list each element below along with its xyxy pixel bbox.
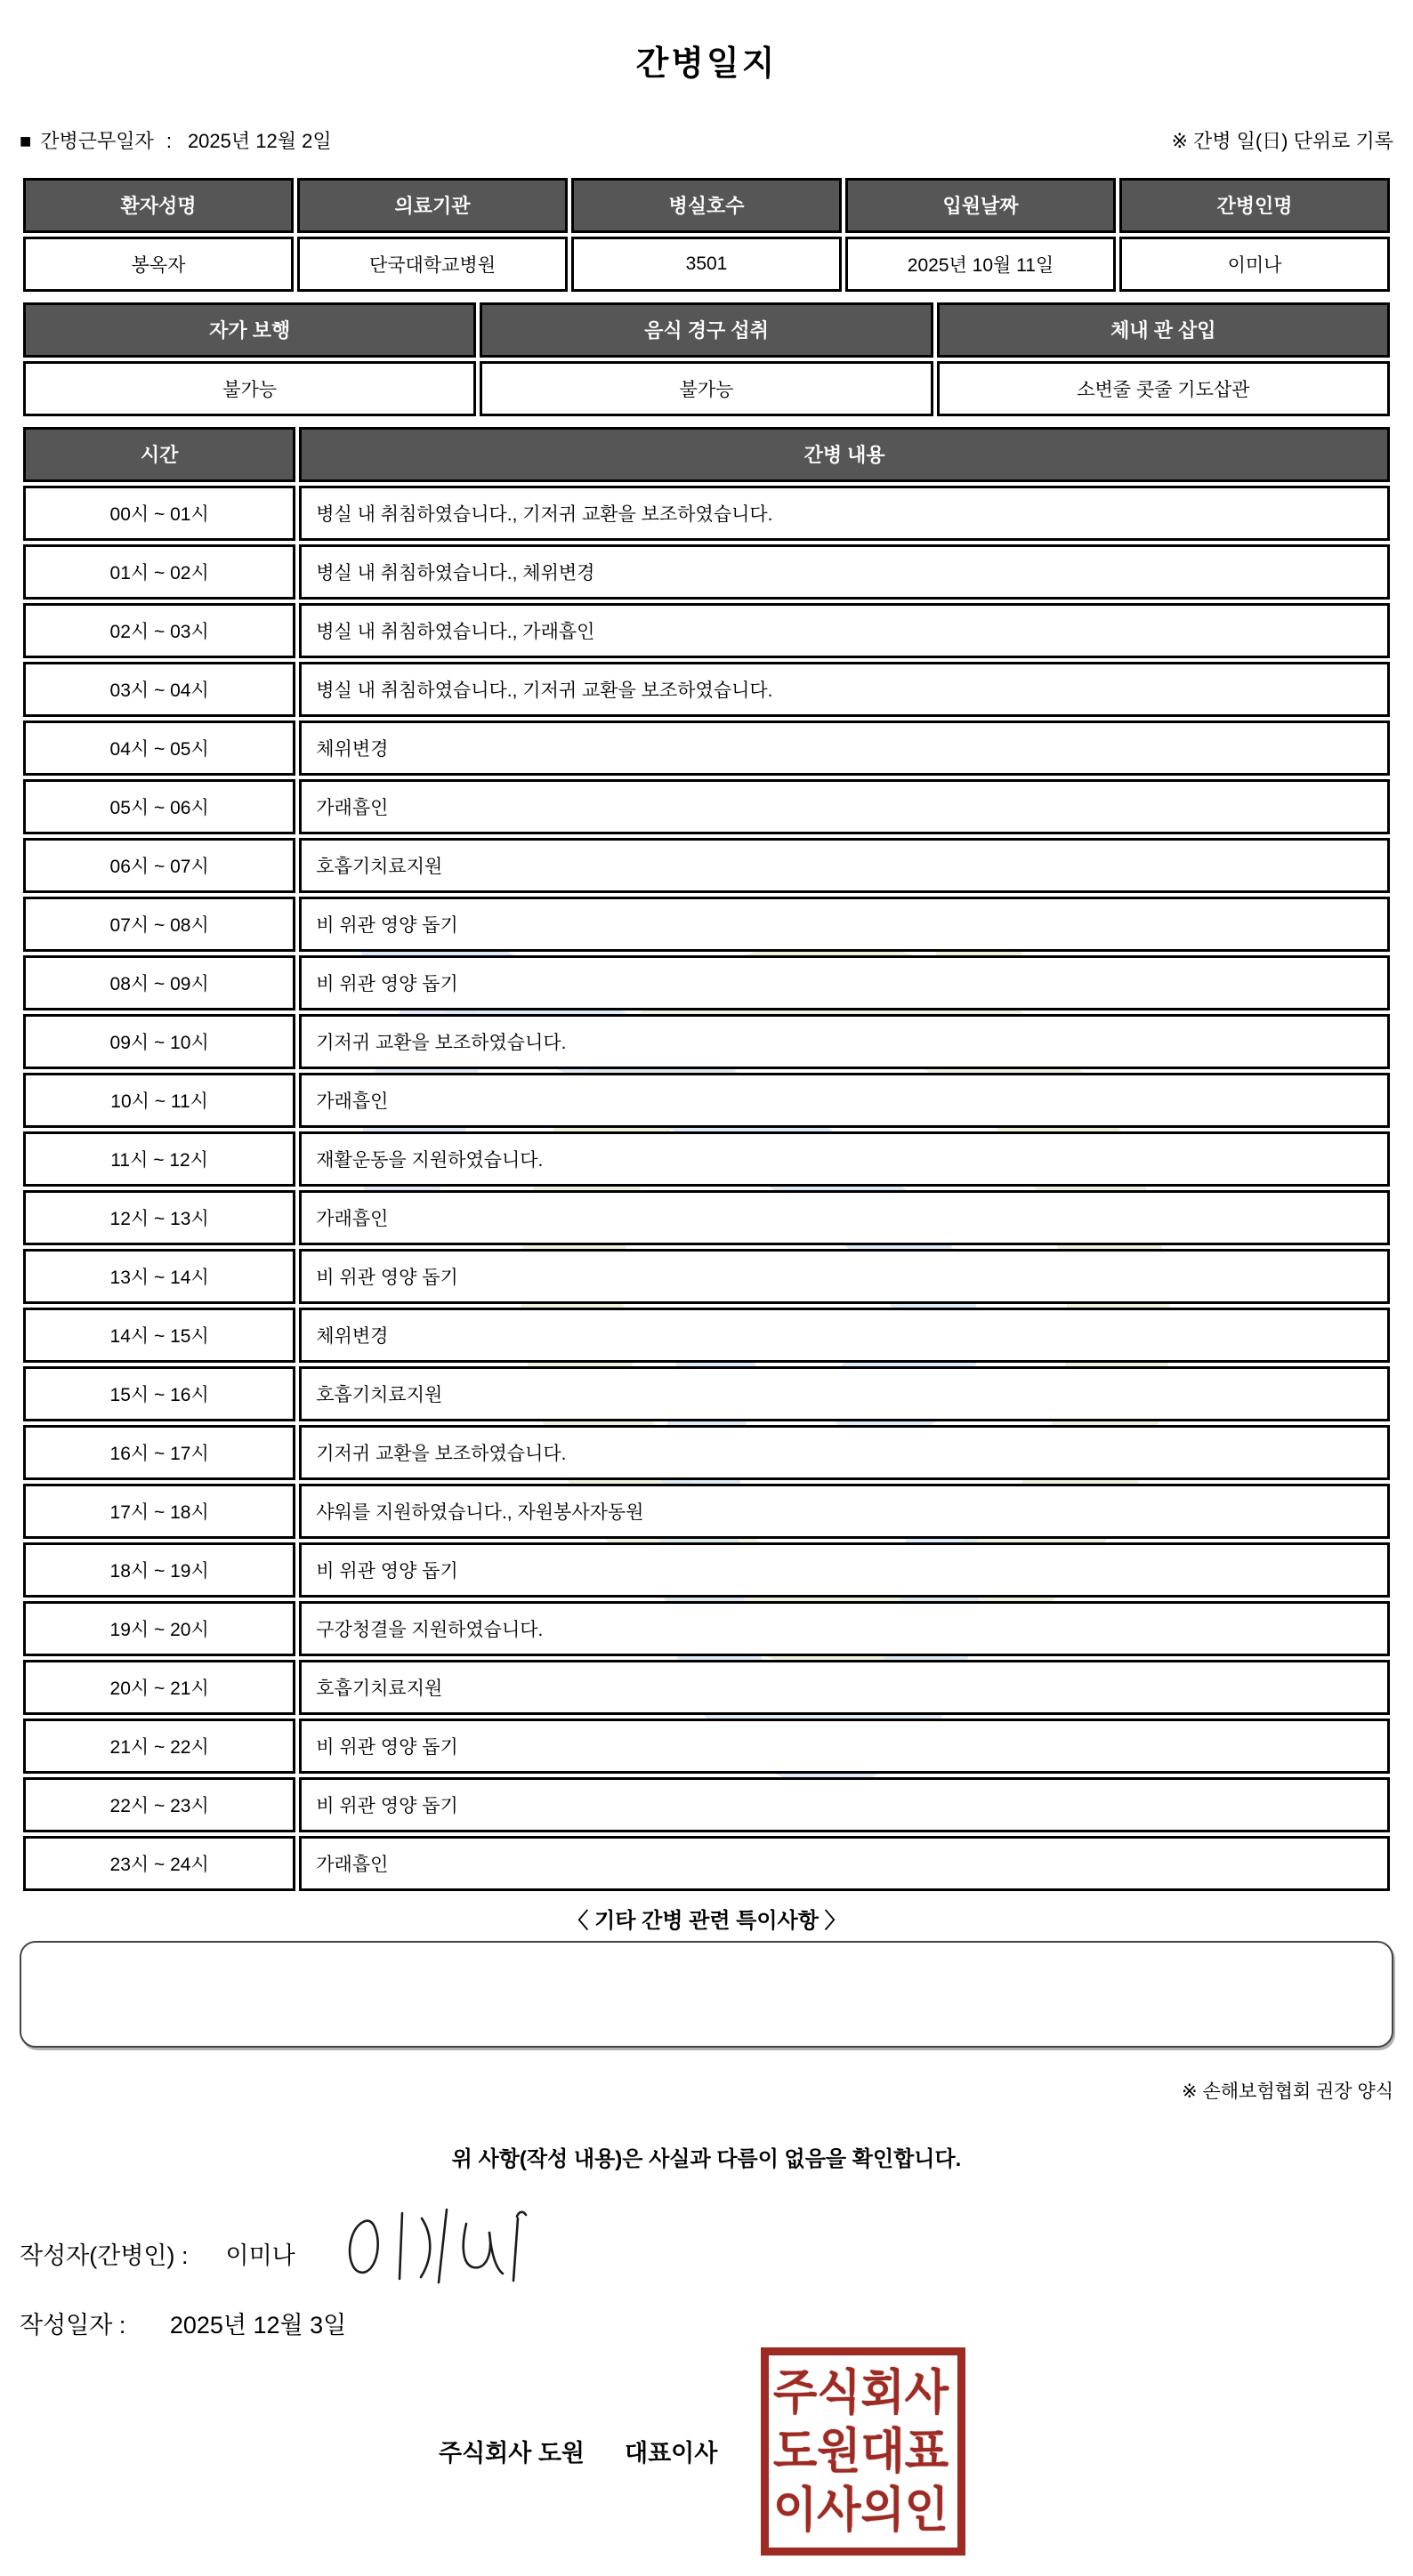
log-content: 체위변경 [299, 1308, 1390, 1363]
care-log-row [23, 1542, 1390, 1598]
condition-table [20, 299, 1393, 420]
header-care-content: 간병 내용 [299, 427, 1390, 482]
value-room-number: 3501 [571, 237, 842, 292]
header-self-walking: 자가 보행 [23, 302, 476, 358]
write-date-value: 2025년 12월 3일 [169, 2311, 347, 2339]
log-time: 06시 ~ 07시 [23, 838, 295, 893]
document-content [0, 44, 1413, 2556]
log-time: 12시 ~ 13시 [23, 1190, 295, 1245]
confirmation-statement: 위 사항(작성 내용)은 사실과 다름이 없음을 확인합니다. [451, 2146, 962, 2171]
log-time: 17시 ~ 18시 [23, 1484, 295, 1539]
patient-info-value-row [23, 237, 1390, 292]
log-time: 09시 ~ 10시 [23, 1014, 295, 1069]
log-content: 비 위관 영양 돕기 [299, 955, 1390, 1010]
care-log-row [23, 779, 1390, 834]
care-log-row [23, 1660, 1390, 1715]
log-content: 비 위관 영양 돕기 [299, 1542, 1390, 1598]
log-content: 호흡기치료지원 [299, 1660, 1390, 1715]
log-content: 비 위관 영양 돕기 [299, 1719, 1390, 1774]
log-time: 20시 ~ 21시 [23, 1660, 295, 1715]
header-admission-date: 입원날짜 [845, 178, 1116, 233]
care-log-row [23, 897, 1390, 952]
patient-info-table [20, 174, 1393, 295]
writer-row [20, 2210, 1393, 2298]
log-content: 기저귀 교환을 보조하였습니다. [299, 1014, 1390, 1069]
log-content: 병실 내 취침하였습니다., 기저귀 교환을 보조하였습니다. [299, 486, 1390, 541]
header-oral-intake: 음식 경구 섭취 [480, 302, 933, 358]
seal-line: 도원대표 [773, 2423, 949, 2478]
notes-heading: 〈 기타 간병 관련 특이사항 〉 [567, 1908, 846, 1933]
log-content: 재활운동을 지원하였습니다. [299, 1131, 1390, 1187]
signature-handwriting [336, 2204, 541, 2293]
write-date-label: 작성일자 : [20, 2311, 126, 2339]
care-log-row [23, 603, 1390, 658]
log-time: 23시 ~ 24시 [23, 1836, 295, 1891]
value-patient-name: 봉옥자 [23, 237, 294, 292]
unit-note: ※ 간병 일(日) 단위로 기록 [1171, 129, 1393, 152]
header-caregiver-name: 간병인명 [1119, 178, 1390, 233]
work-date-label: 간병근무일자 [40, 129, 154, 152]
condition-value-row [23, 361, 1390, 416]
care-log-row [23, 544, 1390, 600]
log-content: 가래흡인 [299, 1836, 1390, 1891]
log-content: 구강청결을 지원하였습니다. [299, 1601, 1390, 1656]
log-content: 비 위관 영양 돕기 [299, 897, 1390, 952]
log-time: 04시 ~ 05시 [23, 720, 295, 776]
value-caregiver-name: 이미나 [1119, 237, 1390, 292]
log-content: 병실 내 취침하였습니다., 가래흡인 [299, 603, 1390, 658]
log-content: 가래흡인 [299, 1190, 1390, 1245]
care-log-row [23, 955, 1390, 1010]
log-content: 호흡기치료지원 [299, 1366, 1390, 1421]
care-log-row [23, 1014, 1390, 1069]
care-log-table [20, 423, 1393, 1895]
work-date-value: 2025년 12월 2일 [187, 129, 332, 152]
log-content: 병실 내 취침하였습니다., 기저귀 교환을 보조하였습니다. [299, 662, 1390, 717]
value-oral-intake: 불가능 [480, 361, 933, 416]
care-log-row [23, 1366, 1390, 1421]
write-date-row [20, 2309, 1393, 2341]
header-medical-institution: 의료기관 [297, 178, 568, 233]
log-time: 15시 ~ 16시 [23, 1366, 295, 1421]
company-name: 주식회사 도원 [439, 2440, 585, 2467]
company-seal-stamp [761, 2347, 965, 2556]
value-tube-insertion: 소변줄 콧줄 기도삽관 [937, 361, 1390, 416]
writer-label: 작성자(간병인) : [20, 2242, 189, 2270]
care-log-row [23, 1249, 1390, 1304]
meta-row [20, 128, 1393, 155]
care-log-row [23, 1777, 1390, 1832]
log-content: 기저귀 교환을 보조하였습니다. [299, 1425, 1390, 1480]
log-time: 16시 ~ 17시 [23, 1425, 295, 1480]
seal-line: 주식회사 [773, 2364, 949, 2419]
log-time: 05시 ~ 06시 [23, 779, 295, 834]
log-content: 비 위관 영양 돕기 [299, 1249, 1390, 1304]
square-bullet-icon: ■ [20, 129, 32, 152]
care-log-row [23, 1131, 1390, 1187]
log-time: 03시 ~ 04시 [23, 662, 295, 717]
care-log-row [23, 1719, 1390, 1774]
log-content: 비 위관 영양 돕기 [299, 1777, 1390, 1832]
log-time: 18시 ~ 19시 [23, 1542, 295, 1598]
care-log-row [23, 662, 1390, 717]
log-time: 07시 ~ 08시 [23, 897, 295, 952]
care-log-row [23, 1425, 1390, 1480]
care-log-row [23, 1308, 1390, 1363]
company-row [20, 2347, 1393, 2556]
log-time: 21시 ~ 22시 [23, 1719, 295, 1774]
care-log-row [23, 1601, 1390, 1656]
work-date-line [20, 128, 332, 155]
log-time: 13시 ~ 14시 [23, 1249, 295, 1304]
log-content: 체위변경 [299, 720, 1390, 776]
page-title: 간병일지 [635, 45, 778, 83]
seal-line: 이사의인 [773, 2482, 949, 2537]
value-medical-institution: 단국대학교병원 [297, 237, 568, 292]
care-log-row [23, 1190, 1390, 1245]
header-tube-insertion: 체내 관 삽입 [937, 302, 1390, 358]
header-time: 시간 [23, 427, 295, 482]
log-time: 11시 ~ 12시 [23, 1131, 295, 1187]
log-time: 00시 ~ 01시 [23, 486, 295, 541]
log-time: 02시 ~ 03시 [23, 603, 295, 658]
log-content: 가래흡인 [299, 1073, 1390, 1128]
care-log-row [23, 1484, 1390, 1539]
header-room-number: 병실호수 [571, 178, 842, 233]
log-time: 14시 ~ 15시 [23, 1308, 295, 1363]
care-log-row [23, 720, 1390, 776]
notes-box [20, 1941, 1393, 2048]
care-log-row [23, 838, 1390, 893]
form-note: ※ 손해보험협회 권장 양식 [1182, 2081, 1393, 2102]
log-time: 01시 ~ 02시 [23, 544, 295, 600]
value-self-walking: 불가능 [23, 361, 476, 416]
condition-header-row [23, 302, 1390, 358]
log-time: 19시 ~ 20시 [23, 1601, 295, 1656]
care-log-row [23, 1073, 1390, 1128]
log-content: 가래흡인 [299, 779, 1390, 834]
care-log-row [23, 1836, 1390, 1891]
log-content: 병실 내 취침하였습니다., 체위변경 [299, 544, 1390, 600]
log-time: 22시 ~ 23시 [23, 1777, 295, 1832]
care-log-header-row [23, 427, 1390, 482]
log-time: 10시 ~ 11시 [23, 1073, 295, 1128]
work-date-colon: : [166, 129, 172, 152]
log-content: 샤워를 지원하였습니다., 자원봉사자동원 [299, 1484, 1390, 1539]
log-time: 08시 ~ 09시 [23, 955, 295, 1010]
patient-info-header-row [23, 178, 1390, 233]
ceo-title: 대표이사 [625, 2440, 718, 2467]
log-content: 호흡기치료지원 [299, 838, 1390, 893]
value-admission-date: 2025년 10월 11일 [845, 237, 1116, 292]
header-patient-name: 환자성명 [23, 178, 294, 233]
care-log-row [23, 486, 1390, 541]
writer-name: 이미나 [225, 2242, 295, 2270]
